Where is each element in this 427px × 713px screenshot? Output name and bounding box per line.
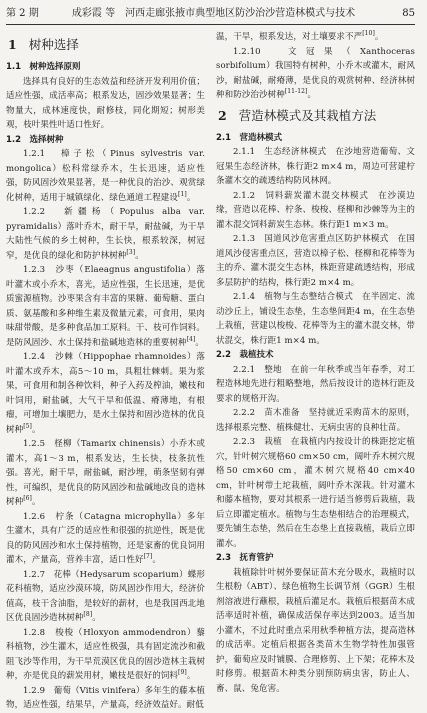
citation-ref: [1]	[178, 190, 187, 198]
running-title: 成彩霞 等 河西走廊张掖市典型地区防沙治沙营造林模式与技术	[71, 8, 356, 19]
subsection-heading: 2.2 栽植技术	[216, 350, 274, 360]
body-paragraph: 1.2.3 沙枣（Elaeagnus angustifolia）落叶灌木或小乔木，喜光，适应性强，生长迅速，是优质蜜源植物。沙枣果含有丰富的果糖、葡萄糖、蛋白质、氨基酸和多种维生素及微量元素，可食用，果肉味甜带酸，是多种食品加工原料。干、枝可作饲料。是防风固沙、水土保持和盐碱地造林的重要树种[4]。	[6, 265, 205, 348]
body-paragraph: 2.2.1 整地 在前一年秋季或当年春季，对工程造林地先进行粗略整地，然后按设计的造林行距及要求的规格开沟。	[216, 364, 415, 404]
citation-ref: [11-12]	[284, 88, 308, 96]
section-heading	[218, 109, 415, 123]
citation-ref: [10]	[362, 30, 375, 38]
subsection-heading: 1.2 选择树种	[6, 134, 64, 145]
body-paragraph: 1.2.6 柠条（Catagna microphylla）多年生灌木，具有广泛的适应性和很强的抗逆性，既是优良的防风固沙和水土保持植物，还是家畜的优良饲用灌木，产量高，营养丰富，适口性好[7]。	[6, 511, 205, 565]
body-paragraph: 1.2.10 文冠果（Xanthoceras sorbifolium）我国特有树种，小乔木或灌木，耐风沙，耐盐碱，耐瘠薄，是优良的观赏树种、经济林树种和防沙治沙树种[11-12]。	[216, 46, 415, 100]
subsection-heading: 2.1 营造林模式	[216, 132, 283, 143]
subsection-heading: 1.1 树种选择原则	[6, 62, 81, 72]
body-paragraph: 2.1.4 植物与生态整结合模式 在半固定、流动沙丘上，铺设生态垫，生态垫间距4 m，在生态垫上栽植，营建以梭梭、花棒等为主的灌木混交林，带状混交，株行距1 m×4 m。	[216, 292, 415, 346]
section-heading	[8, 38, 205, 52]
body-paragraph: 1.2.7 花棒（Hedysarum scoparium）蝶形花科植物，适应沙漠环境，防风固沙作用大，经济价值高，枝干含油脂，是较好的薪材，也是我国西北地区优良固沙造林树种[8]。	[6, 569, 205, 623]
subsection-heading: 2.3 抚育管护	[216, 553, 274, 563]
citation-ref: [7]	[143, 553, 153, 561]
left-column	[6, 32, 205, 713]
body-paragraph: 温，干旱，根系发达，对土壤要求不严[10]。	[216, 30, 384, 42]
citation-ref: [8]	[83, 611, 93, 619]
issue-number: 第 2 期	[6, 8, 39, 19]
body-paragraph: 栽植除针叶树外要保证苗木充分吸水，栽植时以生根粉（ABT）、绿色植物生长调节剂（GGR）生根剂溶液进行蘸根，栽植后灌足水。栽植后根据苗木成活率适时补植，确保成活保存率达到2003。适当加小灌木，不过此时重点采用秋季种植方法，提高造林的成活率。定植后根据各类苗木生物学特性加强管护，葡萄应及时铺膜、合理修剪、上下架；花棒木及时修剪。根据苗木种类分别预防病虫害，防止人、畜、鼠、兔危害。	[216, 567, 415, 694]
body-paragraph: 2.2.3 栽植 在栽植内内按设计的株距挖定植穴，针叶树穴规格60 cm×50 cm，阔叶乔木树穴规格50 cm×60 cm，灌木树穴规格40 cm×40 cm，针叶树带土坨栽植，阔叶乔木深栽。针对灌木和藤本植物，要对其根系一进行适当修剪后栽植，栽后立即灌定植水。植物与生态垫相结合的治理模式，要先铺生态垫，然后在生态垫上直接栽植，栽后立即灌水。	[216, 437, 415, 549]
section-title: 树种选择	[28, 37, 79, 52]
header-rule	[6, 24, 415, 25]
running-header	[0, 6, 427, 22]
body-paragraph: 2.2.2 苗木准备 坚持就近采购苗木的原则，选择根系完整、植株健壮、无病虫害的良种壮苗。	[216, 408, 415, 433]
citation-ref: [6]	[23, 495, 33, 503]
body-paragraph: 2.1.2 饲料薪炭灌木混交林模式 在沙漠边缘，营造以花棒、柠条、梭梭、柽柳和沙棘等为主的灌木混交饲料薪炭生态林。株行距1 m×3 m。	[216, 190, 415, 230]
section-number: 1	[8, 37, 17, 52]
page-number: 85	[402, 8, 415, 19]
body-paragraph: 1.2.4 沙棘（Hippophae rhamnoides）落叶灌木或乔木，高5～10 m，具粗壮棘刺。果为浆果，可食用和制各种饮料，种子入药及榨油，嫩枝和叶饲用，耐盐碱，大气干旱和低温、瘠薄地，有根瘤，可增加土壤肥力，是水土保持和固沙造林的优良树种[5]。	[6, 352, 205, 435]
section-title: 营造林模式及其栽植方法	[238, 107, 377, 123]
section-number: 2	[218, 107, 227, 123]
body-paragraph: 2.1.3 国道风沙危害重点区防护林模式 在国道风沙侵害重点区，营造以樟子松、柽柳和花棒等为主的乔、灌木混交生态林，株距营建疏透结构，形成多层防护的结构，株行距2 m×4 m。	[216, 234, 415, 288]
right-column	[216, 30, 415, 696]
citation-ref: [4]	[186, 335, 196, 343]
body-paragraph: 1.2.5 柽柳（Tamarix chinensis）小乔木或灌木，高1～3 m，根系发达，生长快，枝条抗性强。喜光，耐干旱，耐盐碱，耐沙埋，萌条坚韧有弹性，可编织，是优良的防风固沙和盐碱地改良的造林树种[6]。	[6, 439, 205, 507]
citation-ref: [5]	[23, 422, 33, 430]
body-paragraph: 1.2.9 葡萄（Vitis vinifera）多年生的藤本植物，适应性强，结果早，产量高，经济效益好。耐低	[6, 685, 205, 710]
body-paragraph: 1.2.1 樟子松（Pinus sylvestris var. mongolica）松科常绿乔木，生长迅速，适应性强，防风固沙效果显著，是一种优良的治沙、观赏绿化树种，适用于城镇绿化、绿色通道工程建设[1]。	[6, 149, 205, 203]
body-paragraph: 选择具有良好的生态效益和经济开发利用价值；适应性强，成活率高；根系发达，固沙效果显著；生物量大，成林速度快，耐修枝，同化期短；树形美观，枝叶果性叶适口性好。	[6, 76, 205, 130]
body-paragraph: 1.2.2 新疆杨（Populus alba var. pyramidalis）落叶乔木，耐干旱，耐盐碱，为干旱大陆性气候的乡土树种，生长快，根系较深，树冠窄，是优良的绿化和防护林树种[3]。	[6, 207, 205, 261]
body-paragraph: 1.2.8 梭梭（Hloxyon ammodendron）藜科植物，沙生灌木，适应性极强，具有固定流沙和截阻飞沙等作用，为干旱荒漠区优良的固沙造林主栽树种，亦是优良的薪炭用材，嫩枝是很好的饲料[9]。	[6, 627, 205, 681]
body-paragraph: 2.1.1 生态经济林模式 在沙地营造葡萄、文冠果生态经济林，株行距2 m×4 m，周边可营建柠条灌木交的疏透结构防风林网。	[216, 147, 415, 186]
citation-ref: [3]	[126, 248, 136, 256]
citation-ref: [9]	[178, 669, 187, 677]
